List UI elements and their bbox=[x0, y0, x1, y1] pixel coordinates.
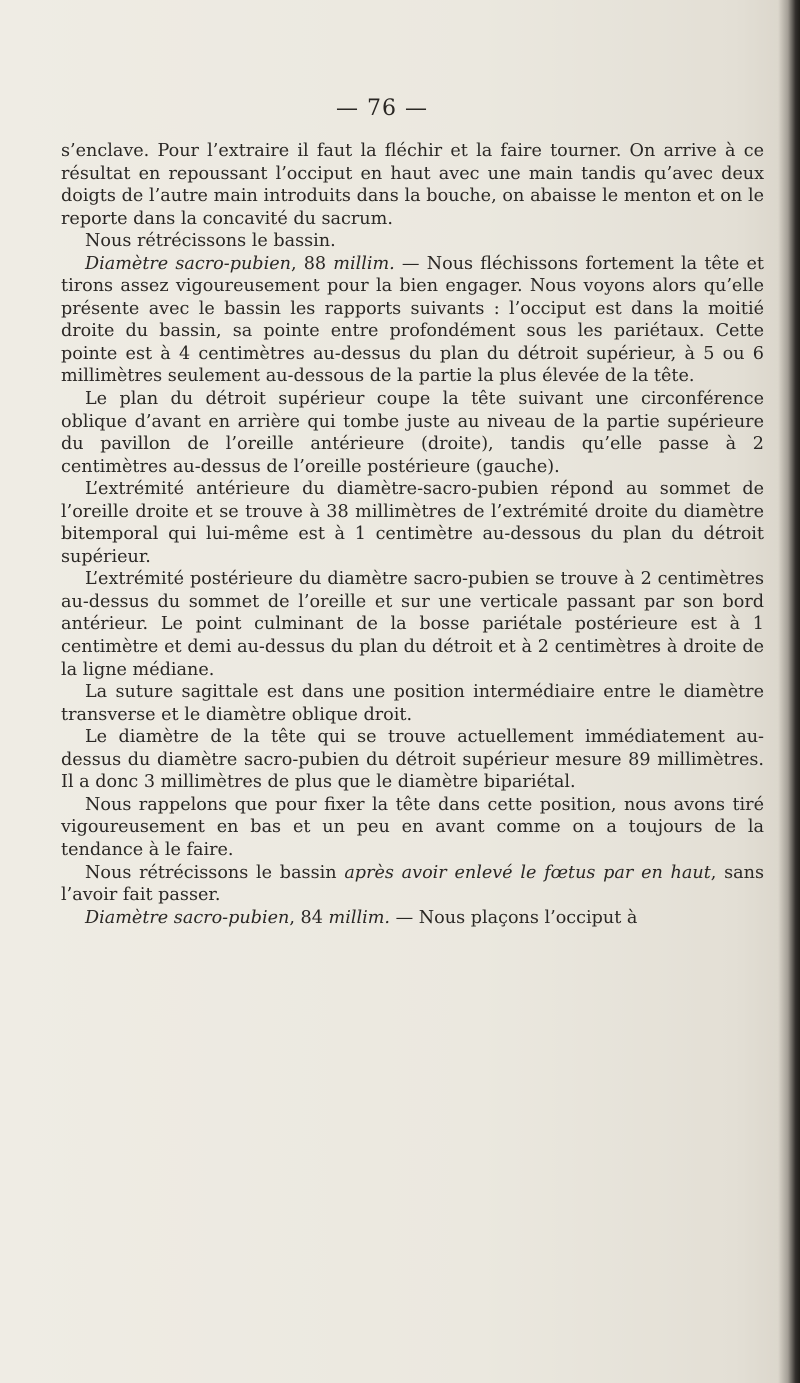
text-run: — Nous fléchissons fortement la tête et tirons assez vigoureusement pour la bien engager. Nous voyons alors qu’elle présente avec le bassin les rapports suivants : l’occiput est dans la moitié droite du bassin, sa pointe entre profondément sous les pariétaux. Cette pointe est à 4 centimètres au-dessus du plan du détroit supérieur, à 5 ou 6 millimètres seulement au-dessous de la partie la plus élevée de la tête. bbox=[61, 253, 764, 387]
paragraph bbox=[61, 140, 764, 230]
paragraph bbox=[61, 726, 764, 794]
italic-text: millim. bbox=[328, 907, 390, 928]
text-run: L’extrémité postérieure du diamètre sacro-pubien se trouve à 2 centimètres au-dessus du sommet de l’oreille et sur une verticale passant par son bord antérieur. Le point culminant de la bosse pariétale postérieure est à 1 centimètre et demi au-dessus du plan du détroit et à 2 centimètres à droite de la ligne médiane. bbox=[61, 569, 764, 680]
body-text bbox=[61, 140, 764, 929]
text-run: La suture sagittale est dans une position intermédiaire entre le diamètre transverse et le diamètre oblique droit. bbox=[61, 682, 764, 725]
text-run: Nous rétrécissons le bassin bbox=[85, 862, 345, 883]
page-number: — 76 — bbox=[336, 96, 428, 121]
paragraph bbox=[61, 388, 764, 478]
italic-text: Diamètre sacro-pubien bbox=[85, 253, 291, 274]
paragraph bbox=[61, 681, 764, 726]
paragraph bbox=[61, 478, 764, 568]
text-run: , 84 bbox=[289, 907, 329, 928]
paragraph bbox=[61, 862, 764, 907]
paragraph bbox=[61, 568, 764, 681]
paragraph bbox=[61, 230, 764, 253]
text-run: s’enclave. Pour l’extraire il faut la fléchir et la faire tourner. On arrive à ce résultat en repoussant l’occiput en haut avec une main tandis qu’avec deux doigts de l’autre main introduits dans la bouche, on abaisse le menton et on le reporte dans la concavité du sacrum. bbox=[61, 141, 764, 229]
paragraph bbox=[61, 907, 764, 930]
italic-text: après avoir enlevé le fœtus par en haut bbox=[344, 862, 711, 883]
text-run: , 88 bbox=[290, 253, 334, 274]
text-run: Nous rétrécissons le bassin. bbox=[85, 231, 336, 252]
text-run: Le plan du détroit supérieur coupe la tête suivant une circonférence oblique d’avant en arrière qui tombe juste au niveau de la partie supérieure du pavillon de l’oreille antérieure (droite), tandis qu’elle passe à 2 centimètres au-dessus de l’oreille postérieure (gauche). bbox=[61, 389, 764, 477]
text-run: Le diamètre de la tête qui se trouve actuellement immédiatement au-dessus du diamètre sacro-pubien du détroit supérieur mesure 89 millimètres. Il a donc 3 millimètres de plus que le diamètre bipariétal. bbox=[61, 727, 764, 793]
italic-text: Diamètre sacro-pubien bbox=[85, 907, 290, 928]
paragraph bbox=[61, 794, 764, 862]
binding-edge-shadow bbox=[778, 0, 800, 1383]
text-run: , sans l’avoir fait passer. bbox=[61, 862, 764, 906]
text-run: Nous rappelons que pour fixer la tête dans cette position, nous avons tiré vigoureusement en bas et un peu en avant comme on a toujours de la tendance à le faire. bbox=[61, 794, 764, 860]
paragraph bbox=[61, 253, 764, 388]
text-run: L’extrémité antérieure du diamètre-sacro-pubien répond au sommet de l’oreille droite et se trouve à 38 millimètres de l’extrémité droite du diamètre bitemporal qui lui-même est à 1 centimètre au-dessous du plan du détroit supérieur. bbox=[61, 479, 764, 567]
text-run: — Nous plaçons l’occiput à bbox=[390, 907, 638, 928]
italic-text: millim. bbox=[333, 253, 395, 274]
